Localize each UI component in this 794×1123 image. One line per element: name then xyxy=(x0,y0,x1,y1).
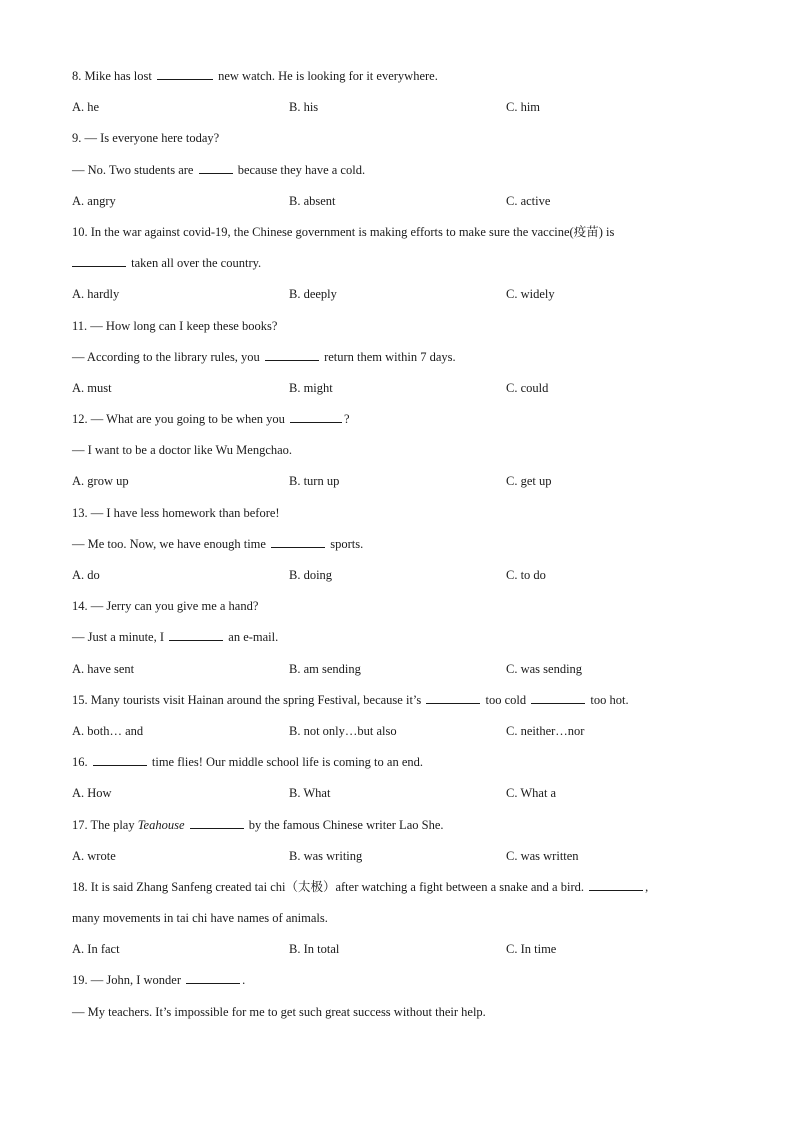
option-c: C. to do xyxy=(506,568,546,582)
question-15-stem xyxy=(72,688,722,719)
question-text: , xyxy=(645,879,649,894)
question-10-options xyxy=(72,282,722,313)
question-8-options xyxy=(72,95,722,126)
option-b: B. was writing xyxy=(289,848,363,863)
question-18-stem xyxy=(72,875,722,906)
option-b: B. absent xyxy=(289,193,336,208)
option-c: C. widely xyxy=(506,287,555,302)
option-c: C. could xyxy=(506,380,549,395)
question-9-stem: 9. — Is everyone here today? xyxy=(72,131,220,146)
option-b: B. am sending xyxy=(289,661,361,676)
option-a: A. grow up xyxy=(72,474,129,489)
option-c: C. What a xyxy=(506,786,557,801)
answer-blank xyxy=(199,159,233,174)
question-11-options xyxy=(72,376,722,407)
question-18-options xyxy=(72,937,722,968)
question-8-stem xyxy=(72,64,722,95)
answer-blank xyxy=(93,751,147,766)
option-a: A. he xyxy=(72,100,100,115)
question-19-reply: — My teachers. It’s impossible for me to get such great success without their help. xyxy=(72,1004,486,1019)
option-a: A. do xyxy=(72,568,100,582)
option-a: A. In fact xyxy=(72,942,120,957)
option-b: B. In total xyxy=(289,942,340,957)
option-b: B. doing xyxy=(289,568,333,582)
question-14-reply xyxy=(72,625,722,656)
question-12-reply: — I want to be a doctor like Wu Mengchao. xyxy=(72,443,293,458)
option-a: A. have sent xyxy=(72,661,135,676)
question-text: ? xyxy=(344,412,350,427)
option-c: C. In time xyxy=(506,942,557,957)
exam-page xyxy=(72,64,722,1031)
answer-blank xyxy=(426,689,480,704)
question-text: 16. xyxy=(72,755,88,770)
option-c: C. was sending xyxy=(506,661,583,676)
question-text: 12. — What are you going to be when you xyxy=(72,412,285,427)
question-text: an e-mail. xyxy=(228,630,279,645)
option-b: B. might xyxy=(289,380,333,395)
question-text: too hot. xyxy=(590,692,629,707)
answer-blank xyxy=(190,814,244,829)
option-a: A. wrote xyxy=(72,848,116,863)
option-c: C. get up xyxy=(506,474,552,489)
answer-blank xyxy=(531,689,585,704)
question-16-stem xyxy=(72,750,722,781)
question-12-options xyxy=(72,469,722,500)
option-a: A. How xyxy=(72,786,112,801)
question-text: time flies! Our middle school life is coming to an end. xyxy=(151,755,423,770)
question-text: 17. The play xyxy=(72,817,135,832)
answer-blank xyxy=(271,533,325,548)
question-11-reply xyxy=(72,345,722,376)
option-c: C. neither…nor xyxy=(506,723,585,738)
question-text: by the famous Chinese writer Lao She. xyxy=(248,817,444,832)
option-a: A. hardly xyxy=(72,287,120,302)
answer-blank xyxy=(265,346,319,361)
answer-blank xyxy=(290,408,342,423)
option-a: A. must xyxy=(72,380,112,395)
question-text: taken all over the country. xyxy=(131,256,262,271)
question-text: new watch. He is looking for it everywhere. xyxy=(218,69,438,83)
question-10-stem: 10. In the war against covid-19, the Chinese government is making efforts to make sure the vaccine(疫苗) is xyxy=(72,224,615,239)
question-16-options xyxy=(72,781,722,812)
play-title: Teahouse xyxy=(137,817,185,832)
answer-blank xyxy=(169,626,223,641)
question-text: return them within 7 days. xyxy=(324,349,456,364)
question-18-cont: many movements in tai chi have names of animals. xyxy=(72,911,328,926)
question-text: because they have a cold. xyxy=(237,162,366,177)
question-9-options xyxy=(72,189,722,220)
question-14-options xyxy=(72,657,722,688)
question-13-stem: 13. — I have less homework than before! xyxy=(72,505,280,520)
question-text: 8. Mike has lost xyxy=(72,69,152,83)
question-11-stem: 11. — How long can I keep these books? xyxy=(72,318,278,333)
answer-blank xyxy=(72,252,126,267)
option-b: B. deeply xyxy=(289,287,337,302)
option-c: C. him xyxy=(506,100,541,115)
option-a: A. both… and xyxy=(72,723,144,738)
option-c: C. was written xyxy=(506,848,579,863)
answer-blank xyxy=(186,969,240,984)
question-12-stem xyxy=(72,407,722,438)
question-9-reply xyxy=(72,158,722,189)
question-text: — Just a minute, I xyxy=(72,630,165,645)
option-b: B. turn up xyxy=(289,474,340,489)
question-13-options xyxy=(72,563,722,594)
answer-blank xyxy=(157,65,213,80)
question-text: too cold xyxy=(485,692,527,707)
question-15-options xyxy=(72,719,722,750)
option-b: B. not only…but also xyxy=(289,723,397,738)
question-text: 19. — John, I wonder xyxy=(72,973,182,988)
question-text: sports. xyxy=(330,536,364,551)
question-text: . xyxy=(242,973,246,988)
question-text: 18. It is said Zhang Sanfeng created tai chi（太极）after watching a fight between a snake and a bird. xyxy=(72,879,584,894)
option-b: B. his xyxy=(289,100,319,115)
option-c: C. active xyxy=(506,193,551,208)
question-19-stem xyxy=(72,968,722,999)
question-14-stem: 14. — Jerry can you give me a hand? xyxy=(72,599,259,614)
option-a: A. angry xyxy=(72,193,116,208)
question-text: — According to the library rules, you xyxy=(72,349,260,364)
question-text: — No. Two students are xyxy=(72,162,194,177)
answer-blank xyxy=(589,876,643,891)
question-text: 15. Many tourists visit Hainan around the spring Festival, because it’s xyxy=(72,692,422,707)
question-10-cont xyxy=(72,251,722,282)
option-b: B. What xyxy=(289,786,331,801)
question-17-options xyxy=(72,844,722,875)
question-17-stem xyxy=(72,813,722,844)
question-13-reply xyxy=(72,532,722,563)
question-text: — Me too. Now, we have enough time xyxy=(72,536,266,551)
